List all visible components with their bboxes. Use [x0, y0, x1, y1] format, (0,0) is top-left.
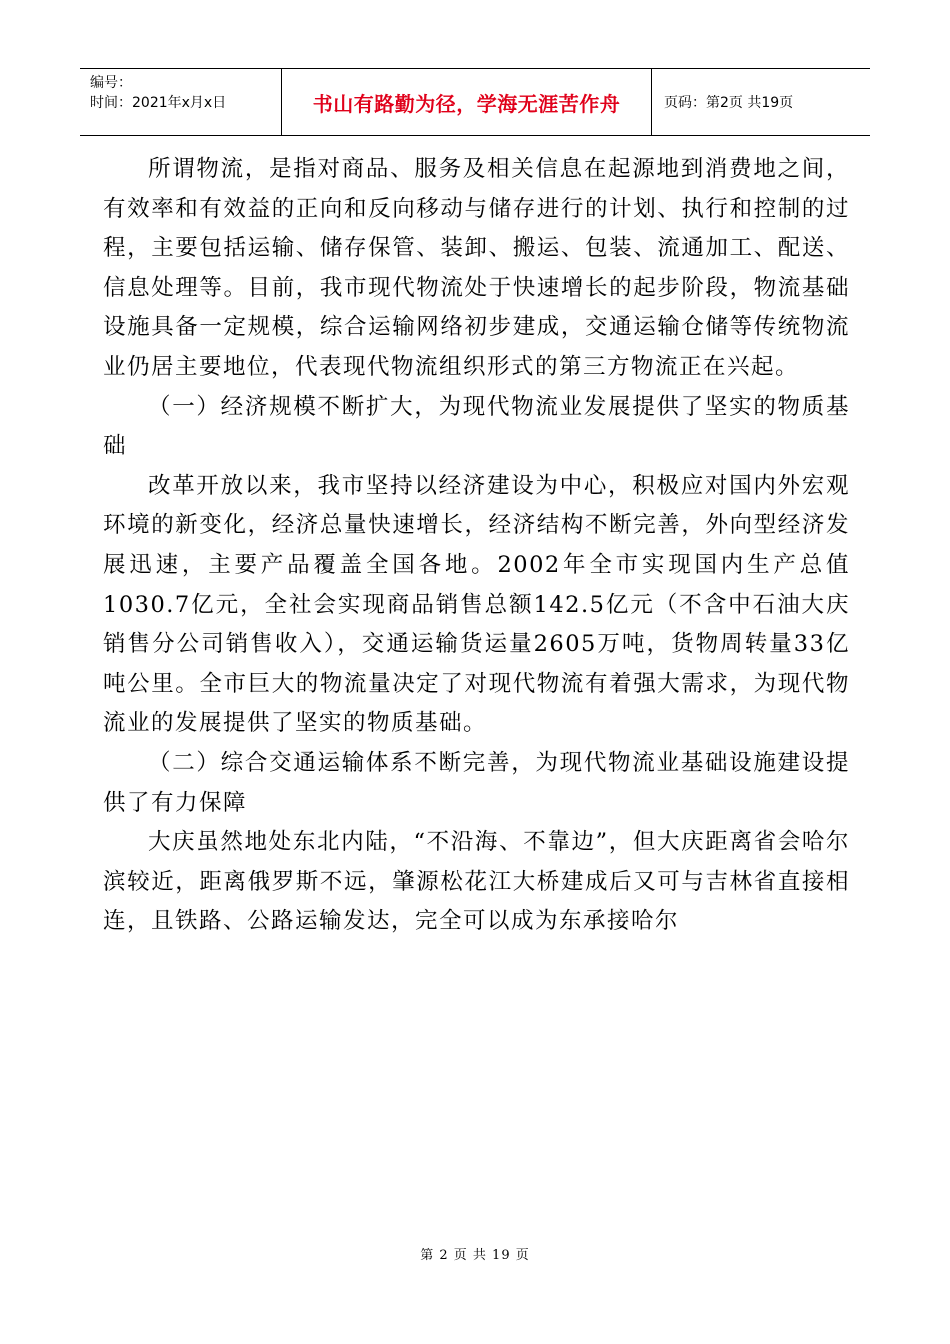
- document-number-label: 编号：: [90, 75, 132, 91]
- paragraph-logistics-definition: 所谓物流，是指对商品、服务及相关信息在起源地到消费地之间，有效率和有效益的正向和反向移动与储存进行的计划、执行和控制的过程，主要包括运输、储存保管、装卸、搬运、包装、流通加工、配送、信息处理等。目前，我市现代物流处于快速增长的起步阶段，物流基础设施具备一定规模，综合运输网络初步建成，交通运输仓储等传统物流业仍居主要地位，代表现代物流组织形式的第三方物流正在兴起。: [103, 156, 850, 380]
- document-body: [103, 150, 850, 942]
- page-footer: 第 2 页 共 19 页: [420, 1248, 530, 1263]
- paragraph-transport-system: 大庆虽然地处东北内陆，“不沿海、不靠边”，但大庆距离省会哈尔滨较近，距离俄罗斯不远，肇源松花江大桥建成后又可与吉林省直接相连，且铁路、公路运输发达，完全可以成为东承接哈尔: [103, 829, 850, 935]
- header-page-info: 页码：第2页 共19页: [664, 95, 794, 111]
- paragraph-economic-scale: 改革开放以来，我市坚持以经济建设为中心，积极应对国内外宏观环境的新变化，经济总量快速增长，经济结构不断完善，外向型经济发展迅速，主要产品覆盖全国各地。2002年全市实现国内生产总值1030.7亿元，全社会实现商品销售总额142.5亿元（不含中石油大庆销售分公司销售收入），交通运输货运量2605万吨，货物周转量33亿吨公里。全市巨大的物流量决定了对现代物流有着强大需求，为现代物流业的发展提供了坚实的物质基础。: [103, 472, 850, 737]
- header-meta: [80, 69, 282, 135]
- page-header: [80, 68, 870, 136]
- document-time-label: 时间：2021年x月x日: [90, 95, 227, 111]
- section-heading-transport-system: （二）综合交通运输体系不断完善，为现代物流业基础设施建设提供了有力保障: [103, 749, 850, 816]
- section-heading-economic-scale: （一）经济规模不断扩大，为现代物流业发展提供了坚实的物质基础: [103, 393, 850, 460]
- header-motto: 书山有路勤为径，学海无涯苦作舟: [282, 69, 652, 135]
